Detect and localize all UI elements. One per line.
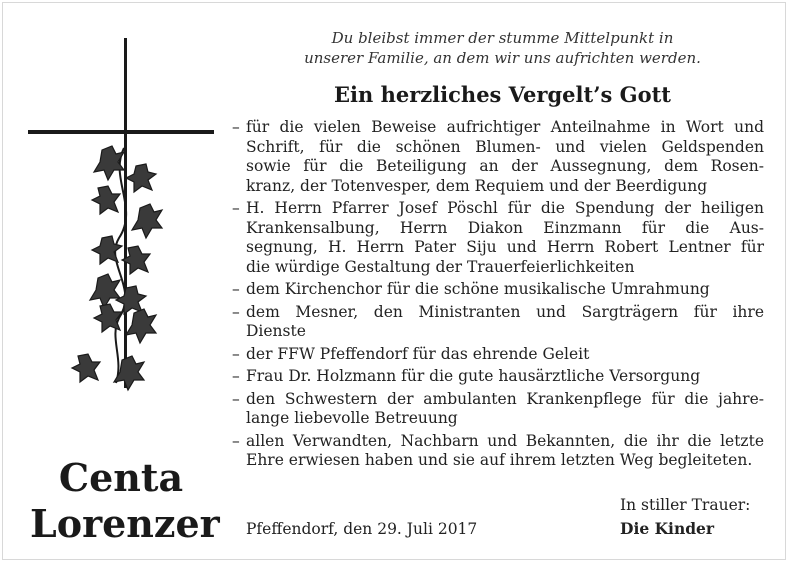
motto-line: Du bleibst immer der stumme Mittelpunkt in [331, 29, 674, 47]
mourning-intro: In stiller Trauer: [620, 496, 751, 514]
cross-with-ivy-icon [24, 38, 214, 398]
thanks-line: Schrift, für die schönen Blumen- und vielen Geldspenden [246, 137, 764, 156]
thanks-item [232, 118, 764, 196]
thanks-line: die würdige Gestaltung der Trauerfeierlichkeiten [246, 257, 635, 276]
thanks-item [232, 390, 764, 429]
thanks-list [232, 118, 764, 474]
thanks-item [232, 432, 764, 471]
thanks-line: dem Kirchenchor für die schöne musikalische Umrahmung [246, 280, 710, 298]
thanks-item [232, 345, 764, 365]
thanks-line: der FFW Pfeffendorf für das ehrende Geleit [246, 344, 590, 363]
thanks-line: segnung, H. Herrn Pater Siju und Herrn Robert Lentner für [246, 238, 764, 256]
dash: – [232, 344, 240, 363]
thanks-line: Frau Dr. Holzmann für die gute hausärztliche Versorgung [246, 367, 701, 385]
deceased-name [30, 455, 220, 547]
motto-line: unserer Familie, an dem wir uns aufrichten werden. [304, 49, 701, 67]
dash: – [232, 199, 240, 217]
thanks-line: für die vielen Beweise aufrichtiger Anteilnahme in Wort und [246, 118, 764, 136]
thanks-line: Dienste [246, 322, 306, 340]
deceased-last-name: Lorenzer [30, 501, 220, 546]
dash: – [232, 367, 240, 385]
dash: – [232, 118, 240, 136]
cross-icon [28, 38, 214, 388]
place-date: Pfeffendorf, den 29. Juli 2017 [246, 520, 478, 538]
thanks-line: kranz, der Totenvesper, dem Requiem und der Beerdigung [246, 176, 708, 195]
dash: – [232, 280, 240, 298]
thanks-item [232, 303, 764, 342]
thanks-line: dem Mesner, den Ministranten und Sargträgern für ihre [246, 302, 764, 321]
ivy-vine-icon [72, 146, 162, 390]
thanks-item [232, 199, 764, 277]
motto [240, 28, 765, 68]
heading: Ein herzliches Vergelt’s Gott [334, 82, 671, 107]
thanks-line: lange liebevolle Betreuung [246, 409, 458, 427]
deceased-first-name: Centa [58, 455, 184, 500]
dash: – [232, 302, 240, 321]
thanks-line: den Schwestern der ambulanten Krankenpflege für die jahre- [246, 389, 764, 408]
thanks-line: H. Herrn Pfarrer Josef Pöschl für die Spendung der heiligen [246, 199, 764, 217]
thanks-item [232, 367, 764, 387]
mourners: Die Kinder [620, 519, 715, 538]
thanks-line: Krankensalbung, Herrn Diakon Einzmann für die Aus- [246, 218, 764, 237]
thanks-line: Ehre erwiesen haben und sie auf ihrem letzten Weg begleiteten. [246, 451, 753, 469]
thanks-line: allen Verwandten, Nachbarn und Bekannten, die ihr die letzte [246, 431, 764, 450]
thanks-line: sowie für die Beteiligung an der Aussegnung, dem Rosen- [246, 157, 764, 175]
dash: – [232, 389, 240, 408]
dash: – [232, 431, 240, 450]
thanks-item [232, 280, 764, 300]
